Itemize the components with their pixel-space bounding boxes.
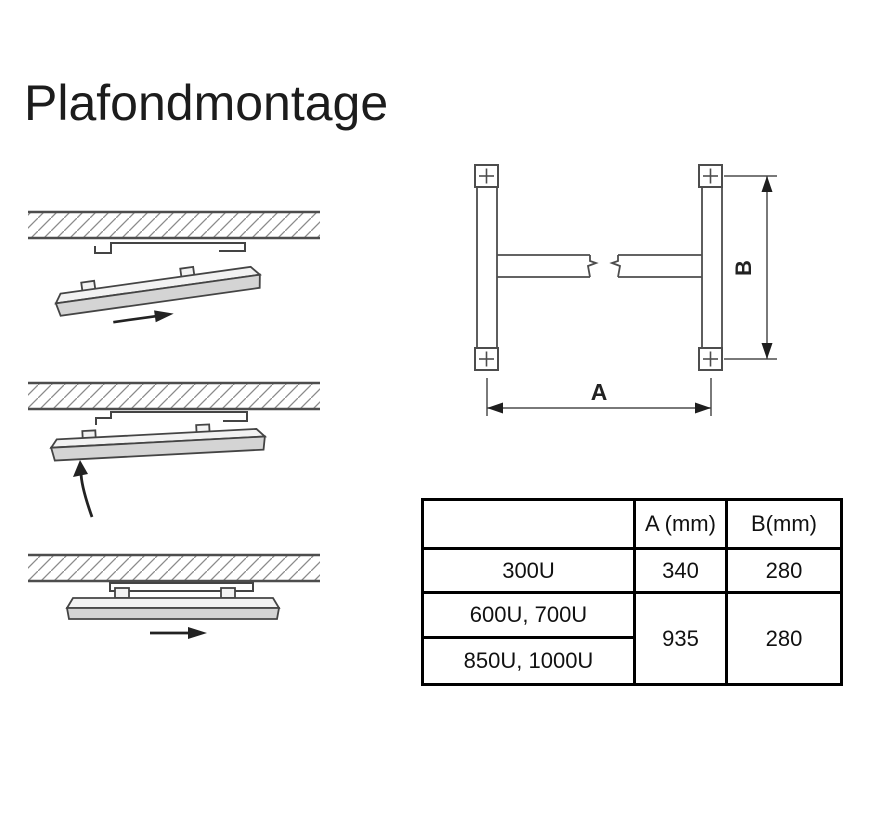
- header-b-mm: B(mm): [727, 500, 842, 549]
- b-value-cell-merged: 280: [727, 593, 842, 685]
- table-row: [423, 593, 842, 638]
- b-value-cell: 280: [727, 549, 842, 593]
- model-cell: 850U, 1000U: [423, 638, 635, 685]
- mounting-rail: [96, 412, 247, 425]
- header-model: [423, 500, 635, 549]
- mounting-step-1-illustration: [25, 192, 330, 352]
- dim-b-label: B: [731, 260, 756, 276]
- model-cell: 600U, 700U: [423, 593, 635, 638]
- mounting-bracket-dimension-drawing: [430, 150, 870, 440]
- table-row: [423, 549, 842, 593]
- ceiling-section: [28, 555, 320, 581]
- mounting-rail: [95, 243, 245, 253]
- model-cell: 300U: [423, 549, 635, 593]
- ceiling-section: [28, 212, 320, 238]
- left-rail: [477, 165, 497, 370]
- right-rail: [702, 165, 722, 370]
- mounting-step-3-illustration: [25, 545, 330, 695]
- screw-cross-icon: [479, 169, 718, 367]
- a-value-cell-merged: 935: [635, 593, 727, 685]
- header-a-mm: A (mm): [635, 500, 727, 549]
- panel: [53, 258, 261, 316]
- screw-plates: [475, 165, 722, 370]
- panel: [67, 598, 279, 619]
- table-header-row: [423, 500, 842, 549]
- arrow-right-icon: [150, 627, 207, 639]
- a-value-cell: 340: [635, 549, 727, 593]
- mounting-rail: [110, 583, 253, 598]
- arrow-right-icon: [112, 308, 174, 328]
- arrow-up-icon: [73, 460, 92, 517]
- panel: [50, 422, 265, 461]
- mounting-step-2-illustration: [25, 372, 330, 540]
- ceiling-section: [28, 383, 320, 409]
- page-title: Plafondmontage: [24, 75, 389, 131]
- cross-bar: [497, 255, 702, 277]
- dimension-b: [724, 176, 777, 359]
- dim-a-label: A: [590, 379, 608, 405]
- dimension-table: [421, 498, 843, 686]
- dimension-a: [487, 378, 711, 416]
